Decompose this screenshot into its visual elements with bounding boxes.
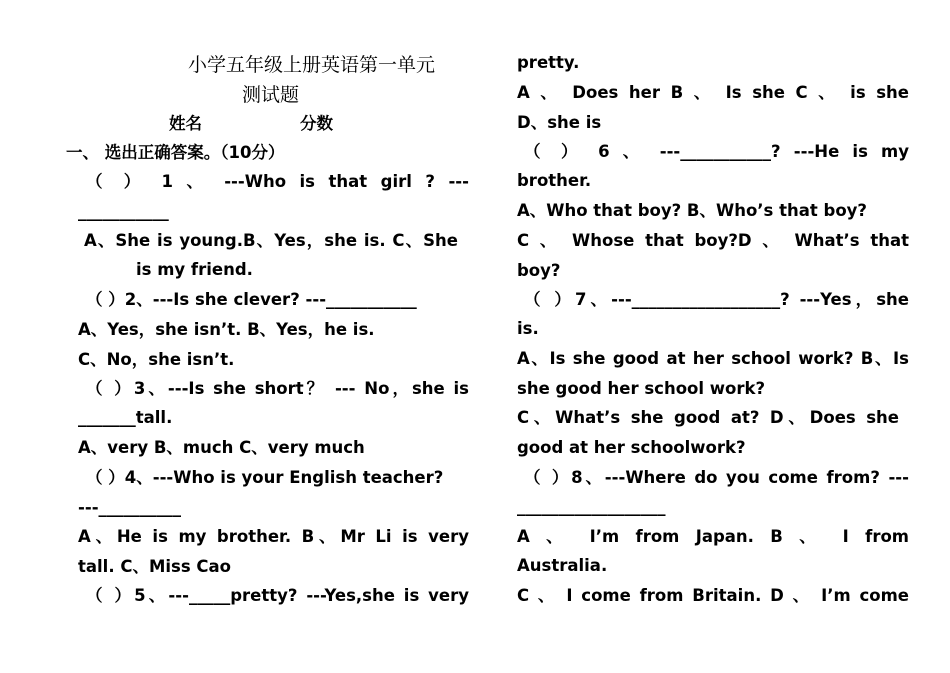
q2-options-cont: C、No，she isn’t. (78, 350, 235, 369)
q4-options: A、He is my brother. B、Mr Li is very (78, 527, 469, 546)
q1-prompt: （ ） 1 、 ---Who is that girl ? --- (86, 172, 469, 191)
q3-options: A、very B、much C、very much (78, 438, 365, 457)
q7-options-cont: she good her school work? (517, 379, 766, 398)
q6-options-end: boy? (517, 261, 561, 280)
q2-options: A、Yes，she isn’t. B、Yes，he is. (78, 320, 375, 339)
q8-options: A 、 I’m from Japan. B 、 I from (517, 527, 909, 546)
section-heading: 一、 选出正确答案。（10分） (66, 143, 285, 162)
q8-options-end: C 、 I come from Britain. D 、 I’m come (517, 586, 909, 605)
q1-options: A、She is young.B、Yes，she is. C、She (84, 231, 458, 250)
title-line-1: 小学五年级上册英语第一单元 (188, 54, 436, 76)
q7-options: A、Is she good at her school work? B、Is (517, 349, 909, 368)
q3-prompt: （ ）3、---Is she short？ --- No，she is (86, 379, 469, 398)
q5-options-cont: D、she is (517, 113, 602, 132)
q4-prompt: （ ）4、---Who is your English teacher? (86, 468, 444, 487)
q6-options-cont: C 、 Whose that boy?D 、 What’s that (517, 231, 909, 250)
q3-prompt-cont: _______tall. (78, 408, 173, 427)
q5-options: A 、 Does her B 、 Is she C 、 is she (517, 83, 909, 102)
q5-prompt: （ ）5、---_____pretty? ---Yes,she is very (86, 586, 469, 605)
title-line-2: 测试题 (242, 84, 300, 106)
q1-options-cont: is my friend. (136, 260, 253, 279)
q6-options: A、Who that boy? B、Who’s that boy? (517, 201, 867, 220)
q5-prompt-cont: pretty. (517, 53, 580, 72)
name-label: 姓名 (169, 114, 202, 133)
q6-prompt: （ ） 6 、 ---___________? ---He is my (524, 142, 909, 161)
q2-prompt: （ ）2、---Is she clever? ---___________ (86, 290, 417, 309)
q4-answer-blank: ---__________ (78, 498, 182, 517)
q4-options-cont: tall. C、Miss Cao (78, 557, 231, 576)
score-label: 分数 (300, 114, 333, 133)
q6-prompt-cont: brother. (517, 171, 592, 190)
q7-prompt-cont: is. (517, 319, 539, 338)
q8-prompt: （ ）8、---Where do you come from? --- (524, 468, 909, 487)
q7-options-end: good at her schoolwork? (517, 438, 746, 457)
q1-answer-blank: ___________ (78, 202, 169, 221)
q8-answer-blank: __________________ (517, 497, 666, 516)
q7-options-cont-2: C、What’s she good at? D、Does she (517, 408, 899, 427)
q8-options-cont: Australia. (517, 556, 608, 575)
q7-prompt: （ ）7、---__________________? ---Yes，she (524, 290, 909, 309)
